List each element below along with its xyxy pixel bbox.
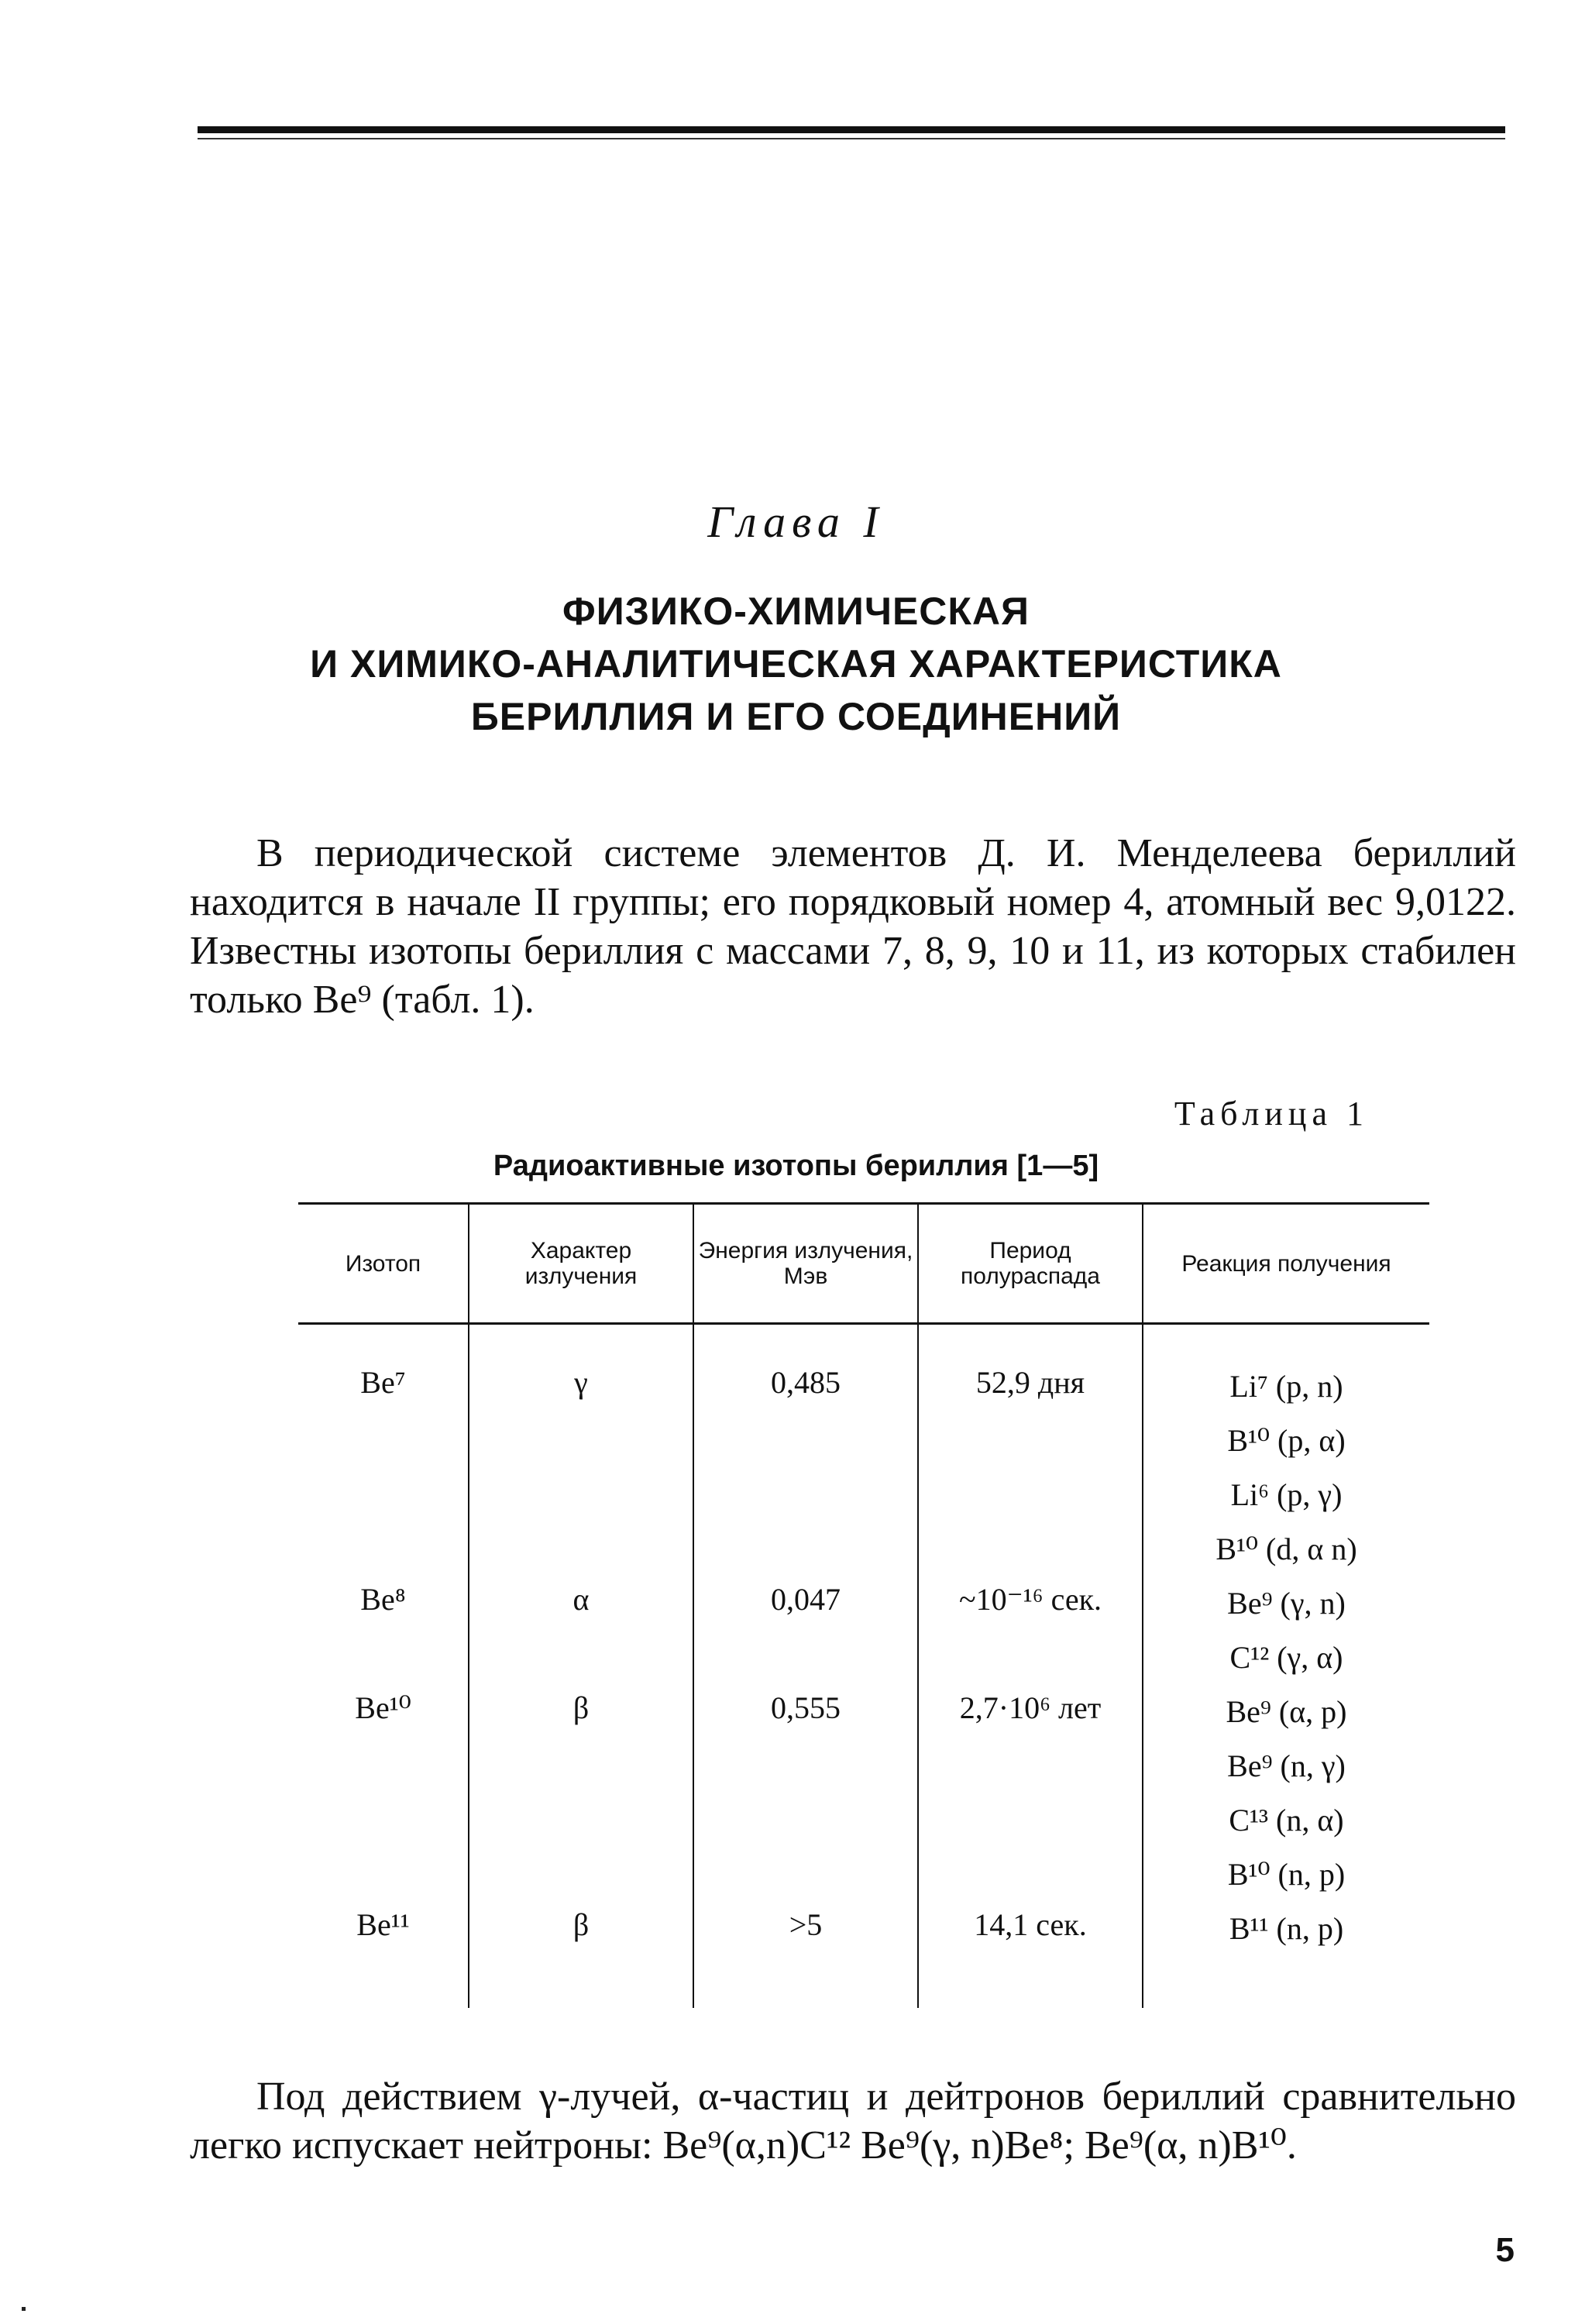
half-life-cell: 52,9 дня bbox=[918, 1324, 1143, 1583]
table-row bbox=[298, 1690, 1429, 1907]
intro-paragraph: В периодической системе элементов Д. И. Менделеева бериллий находится в начале II группы; его порядковый номер 4, атомный вес 9,0122. Известны изотопы бериллия с массами 7, 8, 9, 10 и 11, из которых стабилен только Be⁹ (табл. 1). bbox=[190, 831, 1516, 1022]
reaction-item: B¹⁰ (p, α) bbox=[1227, 1423, 1346, 1458]
header-half-life: Период полураспада bbox=[918, 1204, 1143, 1324]
top-rule-thin bbox=[198, 138, 1505, 139]
energy-cell: 0,485 bbox=[693, 1324, 918, 1583]
energy-cell: >5 bbox=[693, 1907, 918, 2008]
scan-speck bbox=[22, 2307, 26, 2311]
table-row bbox=[298, 1582, 1429, 1690]
reaction-item: Li⁷ (p, n) bbox=[1229, 1369, 1343, 1404]
reaction-item: B¹⁰ (n, p) bbox=[1227, 1857, 1346, 1892]
title-line: БЕРИЛЛИЯ И ЕГО СОЕДИНЕНИЙ bbox=[470, 695, 1122, 738]
isotope-cell: Be¹¹ bbox=[356, 1907, 410, 1942]
chapter-title bbox=[0, 585, 1592, 743]
energy-cell: 0,047 bbox=[693, 1582, 918, 1690]
reaction-item: Be⁹ (γ, n) bbox=[1227, 1586, 1346, 1621]
reaction-item: C¹³ (n, α) bbox=[1229, 1803, 1344, 1838]
reaction-item: C¹² (γ, α) bbox=[1229, 1640, 1343, 1675]
table-row bbox=[298, 1907, 1429, 2008]
radiation-cell: α bbox=[469, 1582, 693, 1690]
reaction-cell bbox=[1143, 1324, 1429, 1583]
reaction-item: Be⁹ (α, p) bbox=[1226, 1694, 1347, 1729]
top-rule bbox=[198, 126, 1505, 133]
header-energy: Энергия излучения, Мэв bbox=[693, 1204, 918, 1324]
reaction-item: Be⁹ (n, γ) bbox=[1227, 1748, 1346, 1783]
reaction-item: Li⁶ (p, γ) bbox=[1230, 1477, 1343, 1512]
chapter-heading: Глава I bbox=[707, 497, 885, 547]
isotope-cell: Be⁷ bbox=[360, 1365, 406, 1400]
radiation-cell: β bbox=[469, 1907, 693, 2008]
radiation-cell: γ bbox=[469, 1324, 693, 1583]
reaction-cell bbox=[1143, 1582, 1429, 1690]
energy-cell: 0,555 bbox=[693, 1690, 918, 1907]
title-line: И ХИМИКО-АНАЛИТИЧЕСКАЯ ХАРАКТЕРИСТИКА bbox=[310, 642, 1282, 686]
reaction-cell bbox=[1143, 1690, 1429, 1907]
body-paragraph: Под действием γ-лучей, α-частиц и дейтронов бериллий сравнительно легко испускает нейтроны: Be⁹(α,n)C¹² Be⁹(γ, n)Be⁸; Be⁹(α, n)B¹⁰. bbox=[190, 2075, 1516, 2168]
title-line: ФИЗИКО-ХИМИЧЕСКАЯ bbox=[562, 590, 1030, 633]
page-number: 5 bbox=[1495, 2231, 1515, 2269]
table-row bbox=[298, 1324, 1429, 1583]
reaction-cell bbox=[1143, 1907, 1429, 2008]
isotope-cell: Be¹⁰ bbox=[355, 1690, 411, 1725]
reaction-item: B¹¹ (n, p) bbox=[1229, 1911, 1344, 1946]
header-isotope: Изотоп bbox=[298, 1204, 469, 1324]
table-title: Радиоактивные изотопы бериллия [1—5] bbox=[493, 1150, 1099, 1182]
table-header-row bbox=[298, 1204, 1429, 1324]
isotope-cell: Be⁸ bbox=[360, 1582, 406, 1617]
half-life-cell: 2,7·10⁶ лет bbox=[918, 1690, 1143, 1907]
header-reaction: Реакция получения bbox=[1143, 1204, 1429, 1324]
half-life-cell: 14,1 сек. bbox=[918, 1907, 1143, 2008]
reaction-item: B¹⁰ (d, α n) bbox=[1215, 1532, 1357, 1566]
half-life-cell: ~10⁻¹⁶ сек. bbox=[918, 1582, 1143, 1690]
radiation-cell: β bbox=[469, 1690, 693, 1907]
isotope-table bbox=[298, 1202, 1429, 2008]
header-radiation: Характер излучения bbox=[469, 1204, 693, 1324]
table-caption: Таблица 1 bbox=[1174, 1095, 1369, 1133]
